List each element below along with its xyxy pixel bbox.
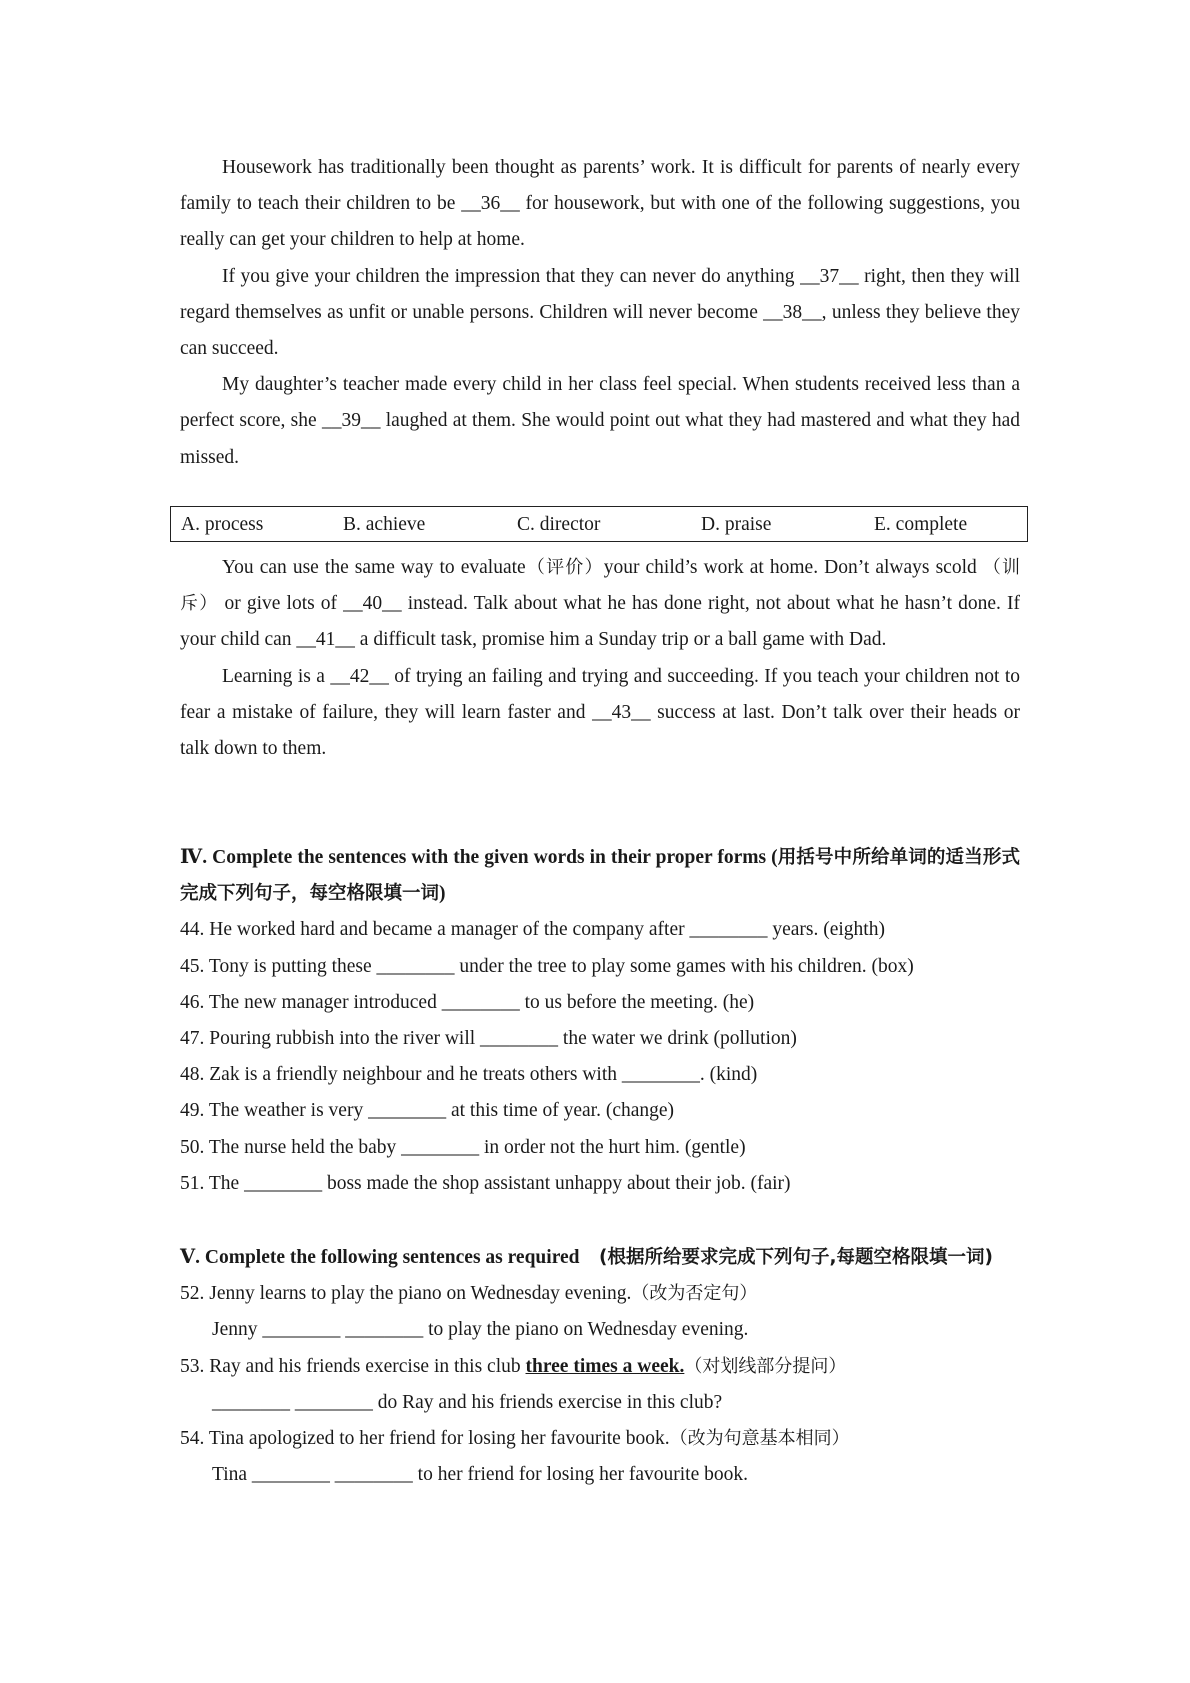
option-c: C. director (517, 514, 601, 535)
passage-paragraph (180, 550, 1020, 659)
answer-52: Jenny ________ ________ to play the piano on Wednesday evening. (212, 1319, 749, 1341)
question-52 (180, 1276, 1020, 1312)
question-46: 46. The new manager introduced ________ to us before the meeting. (he) (180, 991, 755, 1013)
question-48: 48. Zak is a friendly neighbour and he treats others with ________. (kind) (180, 1064, 758, 1086)
question-54 (180, 1421, 1020, 1457)
option-d: D. praise (701, 514, 772, 535)
passage-paragraph: If you give your children the impression that they can never do anything __37__ right, then they will regard themselves as unfit or unable persons. Children will never become __38__, unless they believe they can succeed. (180, 265, 1020, 360)
question-45: 45. Tony is putting these ________ under the tree to play some games with his children. (box) (180, 955, 914, 977)
text-run: You can use the same way to evaluate (222, 557, 526, 578)
passage-paragraph: Learning is a __42__ of trying an failing and trying and succeeding. If you teach your children not to fear a mistake of failure, they will learn faster and __43__ success at last. Don’t talk over their heads or talk down to them. (180, 665, 1020, 760)
section-5-title (180, 1240, 1020, 1276)
answer-53: ________ ________ do Ray and his friends exercise in this club? (212, 1391, 723, 1413)
question-47: 47. Pouring rubbish into the river will ________ the water we drink (pollution) (180, 1028, 797, 1050)
title-en: Ⅴ. Complete the following sentences as required (180, 1247, 580, 1268)
chinese-note: （评价） (525, 557, 604, 578)
text-run: or give lots of __40__ instead. Talk about what he has done right, not about what he hasn’t done. If your child can __41__ a difficult task, promise him a Sunday trip or a ball game with Dad. (180, 593, 1020, 651)
passage-paragraph: Housework has traditionally been thought as parents’ work. It is difficult for parents of nearly every family to teach their children to be __36__ for housework, but with one of the following suggestions, you really can get your children to help at home. (180, 157, 1020, 251)
option-b: B. achieve (343, 514, 426, 535)
option-a: A. process (181, 514, 264, 535)
question-49: 49. The weather is very ________ at this time of year. (change) (180, 1100, 675, 1122)
answer-54: Tina ________ ________ to her friend for losing her favourite book. (212, 1464, 748, 1486)
section-4 (180, 840, 1020, 1202)
question-text: 54. Tina apologized to her friend for losing her favourite book. (180, 1428, 670, 1450)
title-cn: 用括号中所给单词的适当形式完成下列句子，每空格限填一词 (180, 847, 1020, 905)
question-text: 53. Ray and his friends exercise in this club (180, 1355, 521, 1377)
question-text: 52. Jenny learns to play the piano on Wednesday evening. (180, 1283, 632, 1305)
title-end: ) (439, 883, 446, 905)
option-e: E. complete (874, 514, 968, 535)
question-53 (180, 1349, 1020, 1385)
instruction-cn: （改为否定句） (631, 1283, 758, 1305)
underlined-phrase: three times a week. (525, 1355, 685, 1377)
section-4-title (180, 840, 1020, 912)
title-en: Ⅳ. Complete the sentences with the given words in their proper forms ( (180, 847, 778, 868)
text-run: your child’s work at home. Don’t always scold (603, 557, 977, 578)
question-50: 50. The nurse held the baby ________ in order not the hurt him. (gentle) (180, 1136, 746, 1158)
chinese-note: （训斥） (180, 557, 1021, 615)
word-options-box (170, 506, 1028, 542)
question-44: 44. He worked hard and became a manager of the company after ________ years. (eighth) (180, 919, 885, 941)
title-cn: (根据所给要求完成下列句子,每题空格限填一词) (599, 1247, 993, 1268)
passage-part-1 (180, 150, 1020, 476)
instruction-cn: （对划线部分提问） (684, 1355, 847, 1377)
instruction-cn: （改为句意基本相同） (669, 1428, 850, 1450)
passage-paragraph: My daughter’s teacher made every child in her class feel special. When students received less than a perfect score, she __39__ laughed at them. She would point out what they had mastered and what they had missed. (180, 374, 1020, 468)
passage-part-2 (180, 550, 1020, 767)
section-5 (180, 1240, 1020, 1493)
question-51: 51. The ________ boss made the shop assistant unhappy about their job. (fair) (180, 1172, 791, 1194)
